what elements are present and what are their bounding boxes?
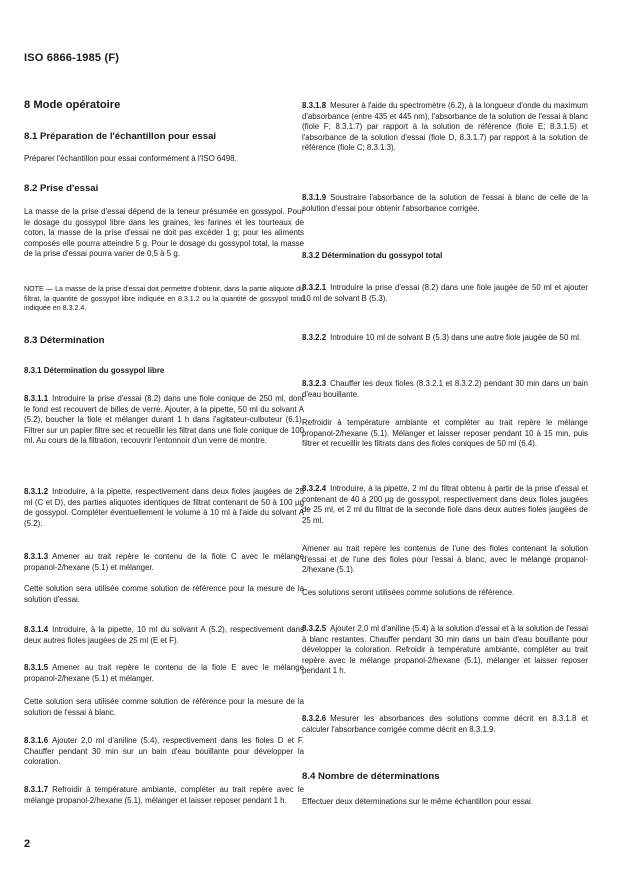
clause-number: 8.3.1.2	[24, 487, 49, 496]
clause	[24, 785, 304, 806]
paragraph: Ces solutions seront utilisées comme solutions de référence.	[302, 588, 515, 597]
paragraph: Cette solution sera utilisée comme solution de référence pour la mesure de la solution d'essai.	[24, 584, 304, 604]
note: NOTE — La masse de la prise d'essai doit permettre d'obtenir, dans la partie aliquote du filtrat, la quantité de gossypol libre indiquée en 8.3.1.2 ou la quantité de gossypol total indiquée en 8.3.2.4.	[24, 285, 304, 313]
clause-text: Introduire 10 ml de solvant B (5.3) dans une autre fiole jaugée de 50 ml.	[330, 333, 582, 342]
section-heading: 8.4 Nombre de déterminations	[302, 771, 440, 782]
clause-text: Ajouter 2,0 ml d'aniline (5.4) à la solution d'essai et à la solution de l'essai à blanc restantes. Chauffer pendant 30 min dans un bain d'eau bouillante pour développer la coloration. Refroidir à température ambiante, compléter au trait repère avec le mélange propanol-2/hexane (5.1), mélanger et laisser reposer pendant 1 h.	[302, 624, 588, 676]
clause	[24, 663, 304, 684]
clause-text: Mesurer à l'aide du spectromètre (6.2), à la longueur d'onde du maximum d'absorbance (entre 435 et 445 nm), l'absorbance de la solution de l'essai à blanc (fiole F; 8.3.1.7) par rapport à la solution de référence (fiole E; 8.3.1.5) et l'absorbance de la solution d'essai (fiole D, 8.3.1.7) par rapport à la solution de référence (fiole C; 8.3.1.3).	[302, 101, 588, 153]
clause	[24, 487, 304, 529]
clause-number: 8.3.1.9	[302, 193, 327, 202]
clause	[302, 193, 588, 214]
clause-text: Introduire, à la pipette, 10 ml du solvant A (5.2), respectivement dans deux autres fioles jaugées de 25 ml (E et F).	[24, 625, 304, 645]
section-title: 8 Mode opératoire	[24, 99, 121, 111]
clause-number: 8.3.1.1	[24, 394, 49, 403]
clause-text: Soustraire l'absorbance de la solution de l'essai à blanc de celle de la solution d'essai pour obtenir l'absorbance corrigée.	[302, 193, 588, 213]
clause-number: 8.3.2.1	[302, 283, 327, 292]
clause	[24, 394, 304, 447]
section-heading: 8.1 Préparation de l'échantillon pour essai	[24, 131, 217, 142]
clause-number: 8.3.2.5	[302, 624, 327, 633]
clause	[302, 624, 588, 677]
clause	[302, 283, 588, 304]
clause-text: Introduire la prise d'essai (8.2) dans une fiole jaugée de 50 ml et ajouter 10 ml de solvant B (5.3).	[302, 283, 588, 303]
page-number: 2	[24, 838, 31, 850]
subsection-heading: 8.3.1 Détermination du gossypol libre	[24, 366, 165, 375]
clause-text: Amener au trait repère le contenu de la fiole C avec le mélange propanol-2/hexane (5.1) et mélanger.	[24, 552, 304, 572]
clause-number: 8.3.2.2	[302, 333, 327, 342]
clause-number: 8.3.1.5	[24, 663, 49, 672]
subsection-heading: 8.3.2 Détermination du gossypol total	[302, 251, 443, 260]
clause-number: 8.3.1.4	[24, 625, 49, 634]
clause-number: 8.3.1.8	[302, 101, 327, 110]
clause	[302, 379, 588, 400]
clause-text: Ajouter 2,0 ml d'aniline (5.4), respectivement dans les fioles D et F. Chauffer pendant 30 min sur un bain d'eau bouillante pour développer la coloration.	[24, 736, 304, 767]
clause	[24, 625, 304, 646]
clause-number: 8.3.2.3	[302, 379, 327, 388]
clause	[302, 484, 588, 526]
clause	[24, 552, 304, 573]
clause-text: Chauffer les deux fioles (8.3.2.1 et 8.3.2.2) pendant 30 min dans un bain d'eau bouillante.	[302, 379, 588, 399]
section-heading: 8.3 Détermination	[24, 335, 105, 346]
paragraph: Préparer l'échantillon pour essai conformément à l'ISO 6498.	[24, 154, 237, 163]
paragraph: Refroidir à température ambiante et compléter au trait repère le mélange propanol-2/hexane (5.1). Mélanger et laisser reposer pendant 10 à 15 min, puis filtrer et recueillir les filtrats dans des fioles coniques de 50 ml (6.4).	[302, 418, 588, 449]
document-header: ISO 6866-1985 (F)	[24, 52, 120, 64]
section-heading: 8.2 Prise d'essai	[24, 183, 99, 194]
clause-text: Refroidir à température ambiante, compléter au trait repère avec le mélange propanol-2/hexane (5.1), mélanger et laisser reposer pendant 1 h.	[24, 785, 304, 805]
paragraph: Amener au trait repère les contenus de l'une des fioles contenant la solution d'essai et de l'une des fioles pour l'essai à blanc, avec le mélange propanol-2/hexane (5.1).	[302, 544, 588, 575]
clause-text: Introduire, à la pipette, 2 ml du filtrat obtenu à partir de la prise d'essai et contenant de 40 à 200 µg de gossypol, respectivement dans deux fioles jaugées de 25 ml, et 2 ml du filtrat de la seconde fiole dans deux autres fioles jaugées de 25 ml.	[302, 484, 588, 525]
clause-number: 8.3.1.7	[24, 785, 49, 794]
clause-number: 8.3.2.4	[302, 484, 327, 493]
clause	[302, 101, 588, 154]
paragraph: Cette solution sera utilisée comme solution de référence pour la mesure de la solution de l'essai à blanc.	[24, 697, 304, 717]
clause-text: Introduire la prise d'essai (8.2) dans une fiole conique de 250 ml, dont le fond est recouvert de billes de verre. Ajouter, à la pipette, 50 ml du solvant A (5.2), boucher la fiole et mélanger durant 1 h dans l'agitateur-culbuteur (6.1). Filtrer sur un papier filtre sec et recueillir les filtrat dans une fiole conique de 100 ml. Au cours de la filtration, recouvrir l'entonnoir d'un verre de montre.	[24, 394, 304, 446]
clause-number: 8.3.1.6	[24, 736, 49, 745]
clause-text: Mesurer les absorbances des solutions comme décrit en 8.3.1.8 et calculer l'absorbance corrigée comme décrit en 8.3.1.9.	[302, 714, 588, 734]
clause-text: Amener au trait repère le contenu de la fiole E avec le mélange propanol-2/hexane (5.1) et mélanger.	[24, 663, 304, 683]
clause	[24, 736, 304, 768]
clause-number: 8.3.2.6	[302, 714, 327, 723]
clause	[302, 714, 588, 735]
clause	[302, 333, 588, 344]
clause-text: Introduire, à la pipette, respectivement dans deux fioles jaugées de 25 ml (C et D), des parties aliquotes identiques de filtrat contenant de 50 à 100 µg de gossypol. Compléter éventuellement le volume à 10 ml à l'aide du solvant A (5.2).	[24, 487, 304, 528]
clause-number: 8.3.1.3	[24, 552, 49, 561]
paragraph: Effectuer deux déterminations sur le même échantillon pour essai.	[302, 797, 533, 806]
paragraph: La masse de la prise d'essai dépend de la teneur présumée en gossypol. Pour le dosage du gossypol libre dans les graines, les farines et les tourteaux de coton, la masse de la prise d'essai ne doit pas excéder 1 g; pour les aliments composés elle pourra atteindre 5 g. Pour le dosage du gossypol total, la masse de la prise d'essai pourra varier de 0,5 à 5 g.	[24, 207, 304, 259]
